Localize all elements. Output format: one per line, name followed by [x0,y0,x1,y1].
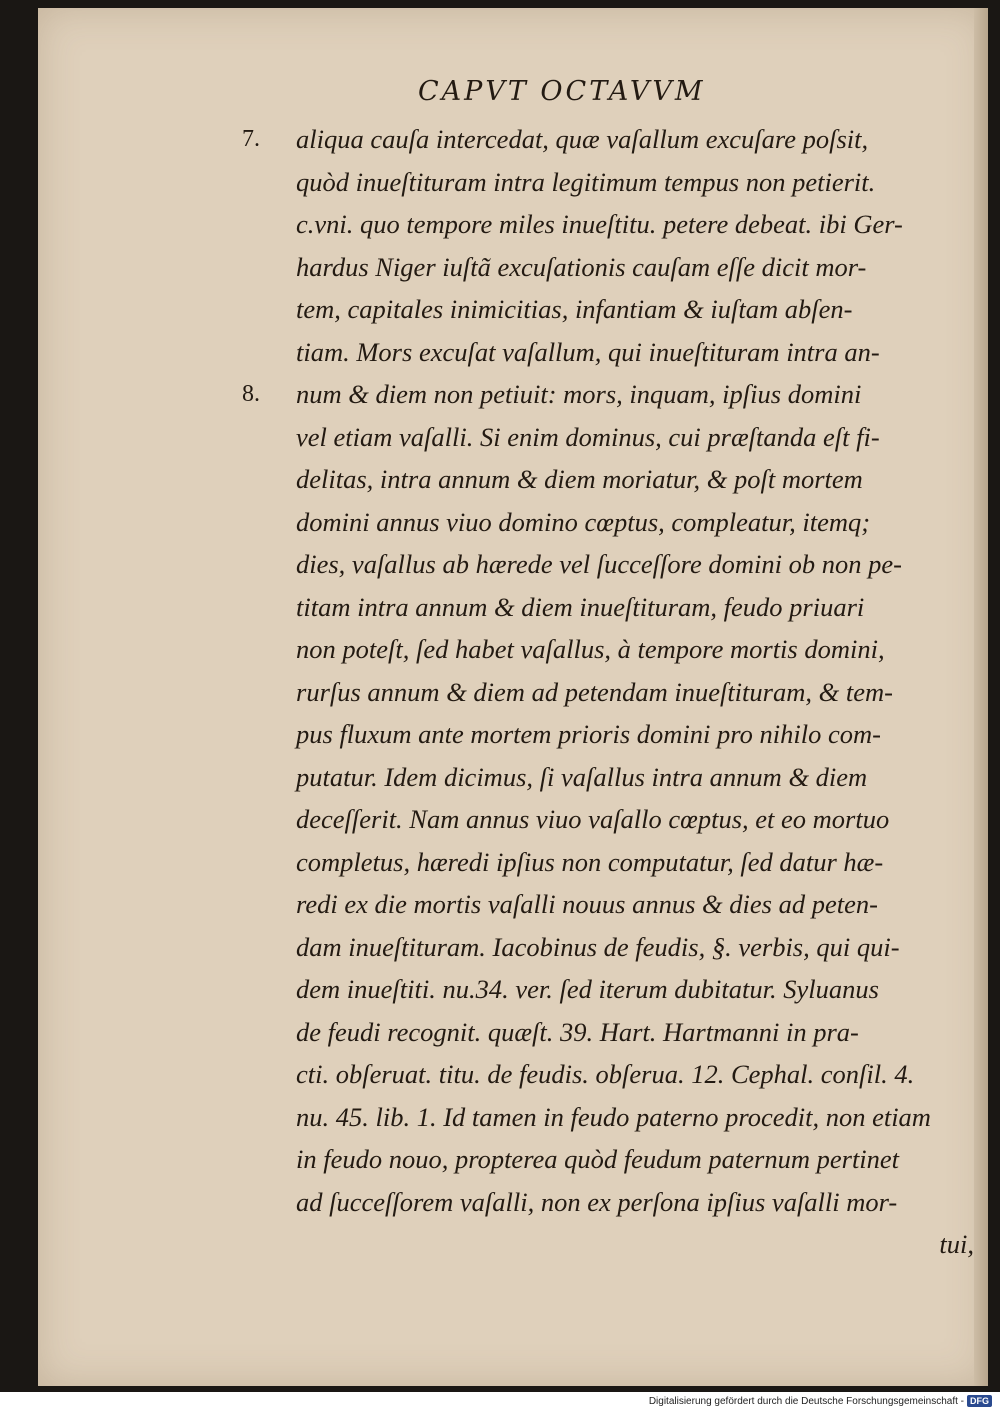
line-text: deceſſerit. Nam annus viuo vaſallo cœptus, et eo mortuo [296,804,890,834]
text-line [254,968,974,1011]
text-line [254,1096,974,1139]
text-line [254,543,974,586]
text-line [254,798,974,841]
text-line [254,1181,974,1224]
line-text: num & diem non petiuit: mors, inquam, ipſius domini [296,379,862,409]
line-text: de feudi recognit. quæſt. 39. Hart. Hartmanni in pra- [296,1016,859,1047]
line-text: delitas, intra annum & diem moriatur, & poſt mortem [296,464,863,494]
line-text: pus fluxum ante mortem prioris domini pro nihilo com- [296,719,881,749]
line-text: ad ſucceſſorem vaſalli, non ex perſona ipſius vaſalli mor- [296,1186,898,1217]
text-line [254,841,974,884]
text-line [254,288,974,331]
text-line [254,1053,974,1096]
line-text: nu. 45. lib. 1. Id tamen in feudo paterno procedit, non etiam [296,1101,931,1132]
line-text: in feudo nouo, propterea quòd feudum paternum pertinet [296,1144,900,1174]
line-text: c.vni. quo tempore miles inueſtitu. petere debeat. ibi Ger- [296,209,903,239]
text-line [254,416,974,459]
catchword: tui, [939,1229,974,1259]
text-line [254,756,974,799]
text-line [254,1011,974,1054]
dfg-logo: DFG [967,1395,992,1407]
text-line [254,1138,974,1181]
digitization-footer [649,1395,992,1407]
line-text: tem, capitales inimicitias, infantiam & iuſtam abſen- [296,294,853,324]
margin-number: 7. [242,126,260,152]
text-line [254,161,974,204]
text-line [254,628,974,671]
text-line [254,458,974,501]
line-text: quòd inueſtituram intra legitimum tempus non petierit. [296,166,876,197]
line-text: aliqua cauſa intercedat, quæ vaſallum excuſare poſsit, [296,124,869,154]
line-text: vel etiam vaſalli. Si enim dominus, cui præſtanda eſt fi- [296,421,880,452]
line-text: non poteſt, ſed habet vaſallus, à tempore mortis domini, [296,634,885,664]
text-line [254,926,974,969]
line-text: putatur. Idem dicimus, ſi vaſallus intra annum & diem [296,761,868,792]
line-text: titam intra annum & diem inueſtituram, feudo priuari [296,591,865,622]
funding-credit: Digitalisierung gefördert durch die Deutsche Forschungsgemeinschaft - [648,1395,964,1407]
line-text: dem inueſtiti. nu.34. ver. ſed iterum dubitatur. Syluanus [296,974,879,1004]
line-text: cti. obſeruat. titu. de feudis. obſerua. 12. Cephal. conſil. 4. [296,1059,915,1089]
line-text: dies, vaſallus ab hærede vel ſucceſſore domini ob non pe- [296,549,902,579]
text-line [242,118,974,161]
margin-number: 8. [242,381,260,407]
page-gutter [974,8,988,1386]
text-line [254,203,974,246]
catchword-line [254,1223,974,1266]
text-line [254,883,974,926]
text-line [254,331,974,374]
text-line [242,373,974,416]
line-text: hardus Niger iuſtã excuſationis cauſam eſſe dicit mor- [296,251,867,282]
book-page [38,8,988,1386]
line-text: redi ex die mortis vaſalli nouus annus & dies ad peten- [296,889,878,919]
chapter-heading: CAPVT OCTAVVM [418,76,706,107]
line-text: dam inueſtituram. Iacobinus de feudis, §. verbis, qui qui- [296,931,900,962]
line-text: domini annus viuo domino cœptus, compleatur, itemq; [296,506,871,537]
text-line [254,501,974,544]
text-line [254,586,974,629]
line-text: rurſus annum & diem ad petendam inueſtituram, & tem- [296,676,893,707]
line-text: tiam. Mors excuſat vaſallum, qui inueſtituram intra an- [296,336,880,367]
body-text [242,118,974,1266]
text-line [254,671,974,714]
text-line [254,246,974,289]
line-text: completus, hæredi ipſius non computatur, ſed datur hæ- [296,846,884,877]
text-line [254,713,974,756]
